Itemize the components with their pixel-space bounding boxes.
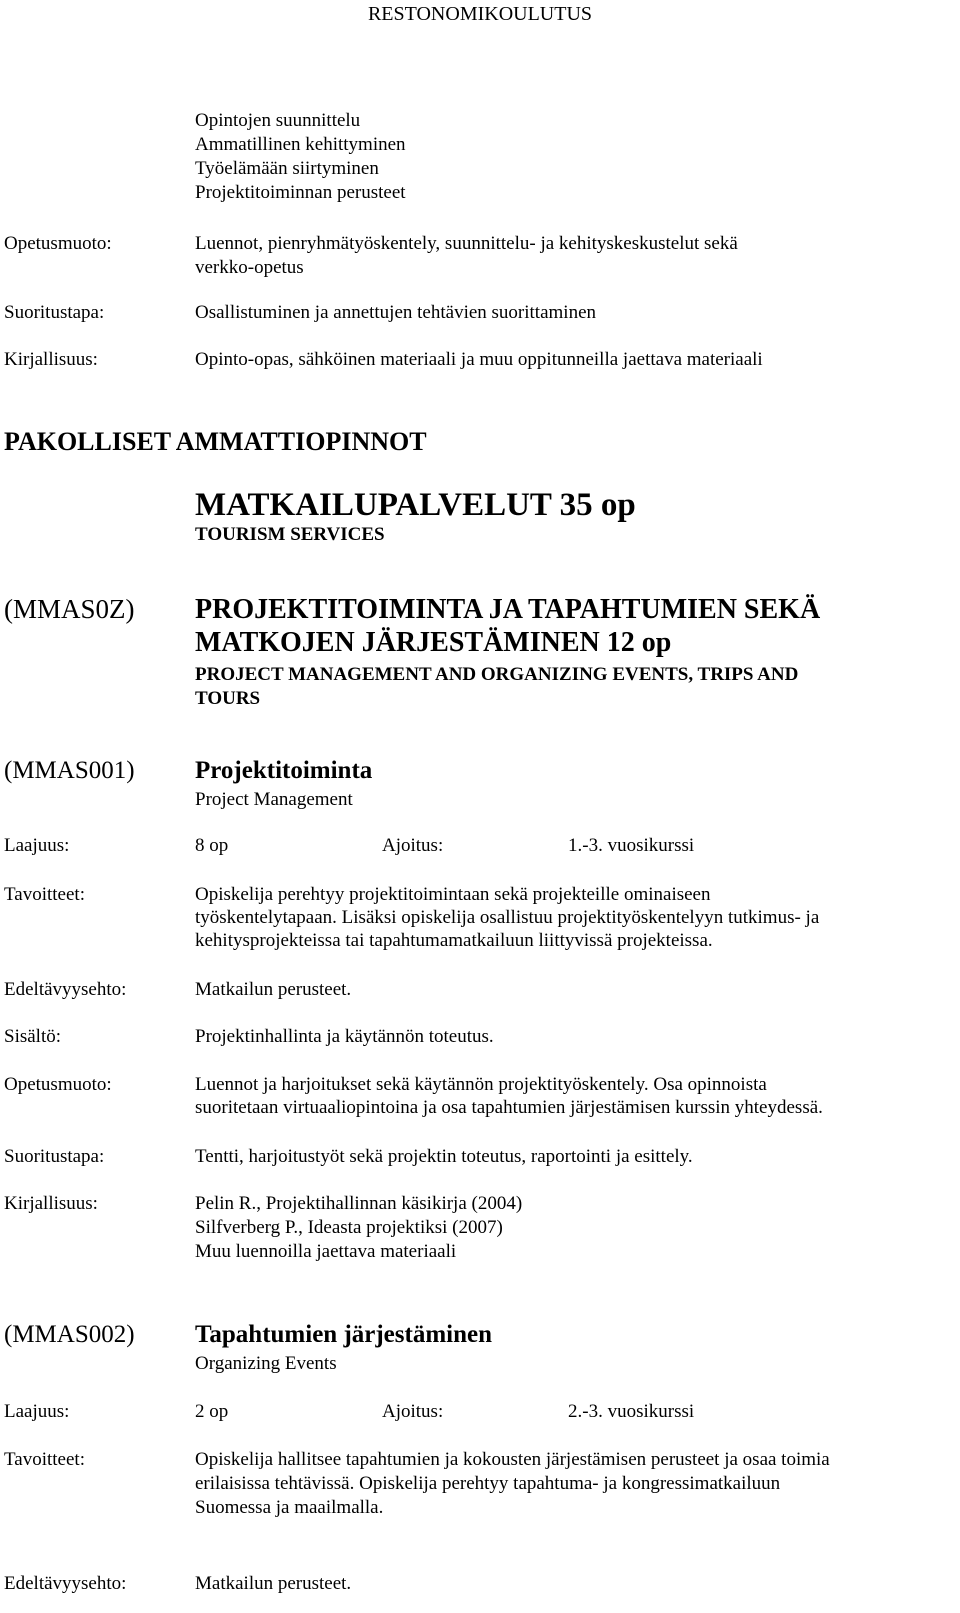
course2-edeltavyysehto-value: Matkailun perusteet. bbox=[195, 1573, 352, 1594]
intro-opetusmuoto-value: Luennot, pienryhmätyöskentely, suunnittelu- ja kehityskeskustelut sekä bbox=[195, 233, 738, 254]
course1-opetusmuoto-value: Luennot ja harjoitukset sekä käytännön projektityöskentely. Osa opinnoista bbox=[195, 1074, 767, 1095]
course1-ajoitus-label: Ajoitus: bbox=[382, 835, 444, 856]
intro-suoritustapa-label: Suoritustapa: bbox=[4, 302, 105, 323]
course1-sisalto-value: Projektinhallinta ja käytännön toteutus. bbox=[195, 1026, 494, 1047]
course1-edeltavyysehto-label: Edeltävyysehto: bbox=[4, 979, 127, 1000]
course1-kirjallisuus-value: Muu luennoilla jaettava materiaali bbox=[195, 1241, 457, 1262]
course1-tavoitteet-label: Tavoitteet: bbox=[4, 884, 85, 905]
block-subtitle: PROJECT MANAGEMENT AND ORGANIZING EVENTS, TRIPS AND bbox=[195, 664, 799, 685]
course1-ajoitus-value: 1.-3. vuosikurssi bbox=[568, 835, 695, 856]
section-heading: PAKOLLISET AMMATTIOPINNOT bbox=[4, 427, 427, 456]
course2-subtitle: Organizing Events bbox=[195, 1353, 337, 1374]
course1-title: Projektitoiminta bbox=[195, 757, 373, 784]
course1-kirjallisuus-value: Silfverberg P., Ideasta projektiksi (2007) bbox=[195, 1217, 503, 1238]
intro-content-line: Ammatillinen kehittyminen bbox=[195, 134, 406, 155]
course1-sisalto-label: Sisältö: bbox=[4, 1026, 62, 1047]
course2-ajoitus-value: 2.-3. vuosikurssi bbox=[568, 1401, 695, 1422]
block-title: MATKOJEN JÄRJESTÄMINEN 12 op bbox=[195, 627, 672, 658]
intro-content-line: Työelämään siirtyminen bbox=[195, 158, 379, 179]
block-title: PROJEKTITOIMINTA JA TAPAHTUMIEN SEKÄ bbox=[195, 594, 821, 625]
course1-tavoitteet-value: Opiskelija perehtyy projektitoimintaan sekä projekteille ominaiseen bbox=[195, 884, 711, 905]
course1-edeltavyysehto-value: Matkailun perusteet. bbox=[195, 979, 352, 1000]
course1-laajuus-value: 8 op bbox=[195, 835, 229, 856]
course2-tavoitteet-label: Tavoitteet: bbox=[4, 1449, 85, 1470]
course2-tavoitteet-value: Suomessa ja maailmalla. bbox=[195, 1497, 384, 1518]
course1-code: (MMAS001) bbox=[4, 757, 135, 784]
block-code: (MMAS0Z) bbox=[4, 594, 135, 624]
course2-tavoitteet-value: Opiskelija hallitsee tapahtumien ja kokousten järjestämisen perusteet ja osaa toimia bbox=[195, 1449, 830, 1470]
intro-content-line: Opintojen suunnittelu bbox=[195, 110, 361, 131]
document-header: RESTONOMIKOULUTUS bbox=[367, 3, 593, 25]
course1-opetusmuoto-value: suoritetaan virtuaaliopintoina ja osa tapahtumien järjestämisen kurssin yhteydessä. bbox=[195, 1097, 823, 1118]
block-subtitle: TOURS bbox=[195, 688, 261, 709]
course1-laajuus-label: Laajuus: bbox=[4, 835, 70, 856]
intro-suoritustapa-value: Osallistuminen ja annettujen tehtävien suorittaminen bbox=[195, 302, 597, 323]
course2-laajuus-label: Laajuus: bbox=[4, 1401, 70, 1422]
course2-laajuus-value: 2 op bbox=[195, 1401, 229, 1422]
course1-subtitle: Project Management bbox=[195, 789, 353, 810]
course1-suoritustapa-value: Tentti, harjoitustyöt sekä projektin toteutus, raportointi ja esittely. bbox=[195, 1146, 693, 1167]
course2-title: Tapahtumien järjestäminen bbox=[195, 1321, 493, 1348]
course2-code: (MMAS002) bbox=[4, 1321, 135, 1348]
course2-ajoitus-label: Ajoitus: bbox=[382, 1401, 444, 1422]
intro-kirjallisuus-value: Opinto-opas, sähköinen materiaali ja muu oppitunneilla jaettava materiaali bbox=[195, 349, 763, 370]
course1-kirjallisuus-value: Pelin R., Projektihallinnan käsikirja (2004) bbox=[195, 1193, 523, 1214]
intro-opetusmuoto-value: verkko-opetus bbox=[195, 257, 304, 278]
course2-tavoitteet-value: erilaisissa tehtävissä. Opiskelija perehtyy tapahtuma- ja kongressimatkailuun bbox=[195, 1473, 781, 1494]
intro-kirjallisuus-label: Kirjallisuus: bbox=[4, 349, 98, 370]
course1-kirjallisuus-label: Kirjallisuus: bbox=[4, 1193, 98, 1214]
course1-opetusmuoto-label: Opetusmuoto: bbox=[4, 1074, 112, 1095]
course1-tavoitteet-value: kehitysprojekteissa tai tapahtumamatkailuun liittyvissä projekteissa. bbox=[195, 930, 713, 951]
module-title: MATKAILUPALVELUT 35 op bbox=[195, 487, 636, 523]
intro-content-line: Projektitoiminnan perusteet bbox=[195, 182, 406, 203]
course1-tavoitteet-value: työskentelytapaan. Lisäksi opiskelija osallistuu projektityöskentelyyn tutkimus- ja bbox=[195, 907, 820, 928]
course2-edeltavyysehto-label: Edeltävyysehto: bbox=[4, 1573, 127, 1594]
intro-opetusmuoto-label: Opetusmuoto: bbox=[4, 233, 112, 254]
course1-suoritustapa-label: Suoritustapa: bbox=[4, 1146, 105, 1167]
module-subtitle: TOURISM SERVICES bbox=[195, 524, 385, 545]
